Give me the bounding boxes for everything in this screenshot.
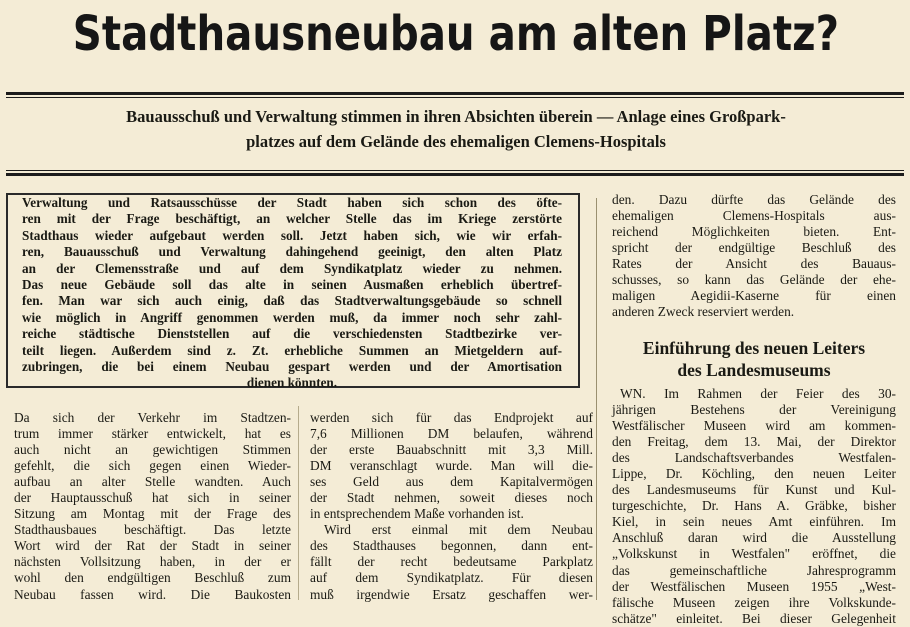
subheadline <box>26 104 886 154</box>
article-column-3-continued <box>612 192 896 320</box>
text-line: des Landschaftsverbandes Westfalen- <box>612 450 896 466</box>
text-line: Da sich der Verkehr im Stadtzen- <box>14 410 291 425</box>
text-line: Stadthausbaues beschäftigt. Das letzte <box>14 522 291 538</box>
text-line: schätze" einleitet. Bei dieser Gelegenheit <box>612 610 896 626</box>
text-line: Kiel, in sein neues Amt einführen. Im <box>612 514 896 530</box>
text-line: das gemeinschaftliche Jahresprogramm <box>612 562 896 578</box>
lead-line: wie möglich in Angriff genommen werden muß, da immer noch sehr zahl- <box>22 309 562 325</box>
text-line: der Westfälischen Museen 1955 „West- <box>612 578 896 594</box>
article2-title-line: des Landesmuseums <box>677 360 831 380</box>
lead-line: ren mit der Frage beschäftigt, an welcher Stelle das im Kriege zerstörte <box>22 211 562 227</box>
text-line: des Landesmuseums für Kunst und Kul- <box>612 482 896 498</box>
lead-line: fen. Man war sich auch einig, daß das Stadtverwaltungsgebäude so schnell <box>22 293 562 309</box>
text-line: aufbau an alter Stelle wandten. Auch <box>14 474 291 490</box>
text-line: werden sich für das Endprojekt auf <box>310 410 593 425</box>
subheadline-line: Bauausschuß und Verwaltung stimmen in ihren Absichten überein — Anlage eines Großpark- <box>126 107 786 126</box>
lead-paragraph <box>22 195 562 392</box>
article2-body <box>612 386 896 627</box>
text-line: trum immer stärker entwickelt, hat es <box>14 426 291 442</box>
article-column-1 <box>14 410 291 603</box>
text-line: schusses, so kann das Gelände der ehe- <box>612 272 896 288</box>
rule-mid-thin <box>6 170 904 171</box>
text-line: DM veranschlagt wurde. Man will die- <box>310 458 593 474</box>
column-divider <box>596 198 597 600</box>
subheadline-line: platzes auf dem Gelände des ehemaligen Clemens-Hospitals <box>246 132 666 151</box>
text-line: „Volkskunst in Westfalen" eröffnet, die <box>612 546 896 562</box>
column-divider <box>298 406 299 600</box>
headline: Stadthausneubau am alten Platz? <box>72 6 839 62</box>
text-line: fällt der recht bedeutsame Parkplatz <box>310 554 593 570</box>
lead-line: reiche städtische Dienststellen auf die verschiedensten Stadtbezirke ver- <box>22 326 562 342</box>
lead-line: Stadthaus wieder aufgebaut werden soll. Jetzt haben sich, wie wir erfah- <box>22 227 562 243</box>
text-line: turgeschichte, Dr. Hans A. Gräbke, bisher <box>612 498 896 514</box>
text-line: gefehlt, die sich gegen einen Wieder- <box>14 458 291 474</box>
text-line: in entsprechendem Maße vorhanden ist. <box>310 506 524 522</box>
text-line: auf dem Syndikatplatz. Für diesen <box>310 570 593 586</box>
text-line: muß irgendwie Ersatz geschaffen wer- <box>310 586 593 602</box>
lead-line: zubringen, die bei einem Neubau gespart werden und der Amortisation <box>22 359 562 375</box>
text-line: Lippe, Dr. Köchling, den neuen Leiter <box>612 466 896 482</box>
article2-title-line: Einführung des neuen Leiters <box>642 338 866 358</box>
text-line: auch nicht an gewichtigen Stimmen <box>14 442 291 458</box>
text-line: Wird erst einmal mit dem Neubau <box>324 522 593 538</box>
text-line: Sitzung am Montag mit der Frage des <box>14 506 291 522</box>
text-line: WN. Im Rahmen der Feier des 30- <box>620 386 896 401</box>
text-line: ehemaligen Clemens-Hospitals aus- <box>612 208 896 224</box>
lead-line: teilt liegen. Außerdem sind z. Zt. erhebliche Summen an Mietgeldern auf- <box>22 342 562 358</box>
text-line: anderen Zweck reserviert werden. <box>612 304 795 320</box>
text-line: des Stadthauses begonnen, dann ent- <box>310 538 593 554</box>
text-line: 7,6 Millionen DM belaufen, während <box>310 426 593 442</box>
text-line: jährigen Bestehens der Vereinigung <box>612 402 896 418</box>
text-line: maligen Aegidii-Kaserne für einen <box>612 288 896 304</box>
text-line: den. Dazu dürfte das Gelände des <box>612 192 896 207</box>
lead-line: dienen könnten. <box>246 375 338 391</box>
lead-line: Das neue Gebäude soll das alte in seinen Ausmaßen erheblich übertref- <box>22 277 562 293</box>
text-line: der Stadt nehmen, soweit dieses noch <box>310 490 593 506</box>
text-line: der erste Bauabschnitt mit 3,3 Mill. <box>310 442 593 458</box>
text-line: spricht der endgültige Beschluß des <box>612 240 896 256</box>
text-line: Anschluß daran wird die Ausstellung <box>612 530 896 546</box>
lead-line: an der Clemensstraße und auf dem Syndikatplatz wieder zu nehmen. <box>22 260 562 276</box>
text-line: Neubau fassen wird. Die Baukosten <box>14 586 291 602</box>
text-line: nächsten Vollsitzung haben, in der er <box>14 554 291 570</box>
rule-mid-thick <box>6 173 904 176</box>
rule-top-thin <box>6 97 904 98</box>
lead-line: Verwaltung und Ratsausschüsse der Stadt haben sich schon des öfte- <box>22 195 562 210</box>
text-line: der Hauptausschuß hat sich in seiner <box>14 490 291 506</box>
text-line: Wort wird der Rat der Stadt in seiner <box>14 538 291 554</box>
text-line: Westfälischer Museen wird am kommen- <box>612 418 896 434</box>
text-line: Rates der Ansicht des Bauaus- <box>612 256 896 272</box>
rule-top-thick <box>6 92 904 95</box>
text-line: reichend Möglichkeiten bieten. Ent- <box>612 224 896 240</box>
text-line: fälische Museen zeigen ihre Volkskunde- <box>612 594 896 610</box>
article2-title <box>604 337 904 381</box>
text-line: wohl den endgültigen Beschluß zum <box>14 570 291 586</box>
lead-line: ren, Bauausschuß und Verwaltung dahingehend geeinigt, den alten Platz <box>22 244 562 260</box>
text-line: den Freitag, dem 13. Mai, der Direktor <box>612 434 896 450</box>
article-column-2 <box>310 410 593 603</box>
text-line: ses Geld aus dem Kapitalvermögen <box>310 474 593 490</box>
